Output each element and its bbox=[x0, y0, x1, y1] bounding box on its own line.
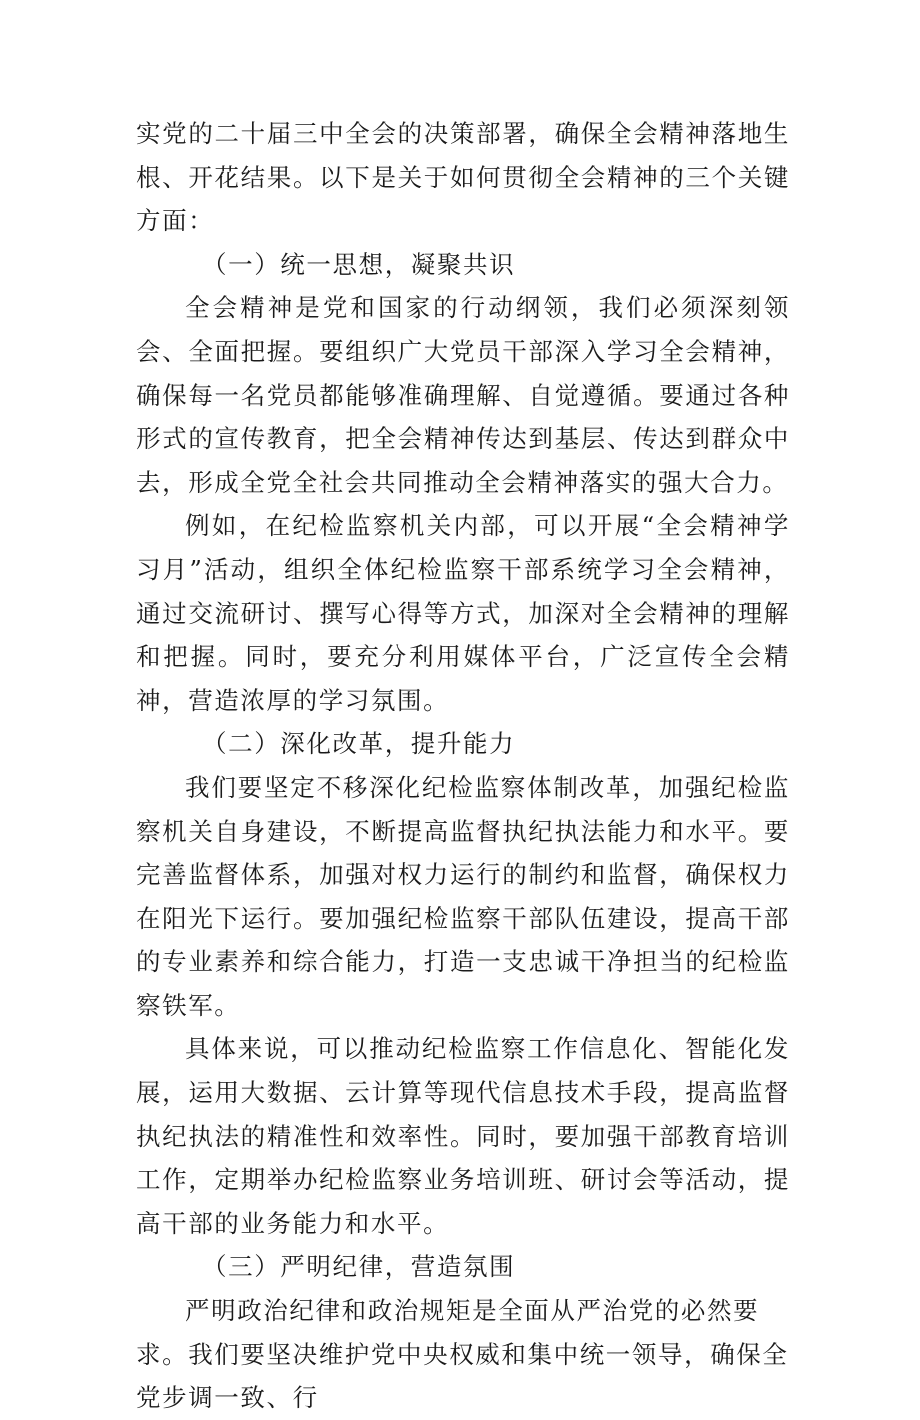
paragraph-intro-continuation: 实党的二十届三中全会的决策部署，确保全会精神落地生根、开花结果。以下是关于如何贯彻全会精神的三个关键方面： bbox=[136, 119, 790, 236]
paragraph-specifics-informatization: 具体来说，可以推动纪检监察工作信息化、智能化发展，运用大数据、云计算等现代信息技术手段，提高监督执纪执法的精准性和效率性。同时，要加强干部教育培训工作，定期举办纪检监察业务培训班、研讨会等活动，提高干部的业务能力和水平。 bbox=[136, 1034, 790, 1238]
section-heading-1: （一）统一思想，凝聚共识 bbox=[202, 249, 516, 279]
section-heading-2: （二）深化改革，提升能力 bbox=[202, 729, 516, 759]
document-body bbox=[136, 112, 790, 1420]
paragraph-strict-discipline: 严明政治纪律和政治规矩是全面从严治党的必然要求。我们要坚决维护党中央权威和集中统一领导，确保全党步调一致、行 bbox=[136, 1296, 789, 1413]
paragraph-unify-thinking: 全会精神是党和国家的行动纲领，我们必须深刻领会、全面把握。要组织广大党员干部深入学习全会精神，确保每一名党员都能够准确理解、自觉遵循。要通过各种形式的宣传教育，把全会精神传达到基层、传达到群众中去，形成全党全社会共同推动全会精神落实的强大合力。 bbox=[136, 293, 790, 497]
paragraph-example-study-month: 例如，在纪检监察机关内部，可以开展“全会精神学习月”活动，组织全体纪检监察干部系统学习全会精神，通过交流研讨、撰写心得等方式，加深对全会精神的理解和把握。同时，要充分利用媒体平台，广泛宣传全会精神，营造浓厚的学习氛围。 bbox=[136, 511, 790, 715]
paragraph-deepen-reform: 我们要坚定不移深化纪检监察体制改革，加强纪检监察机关自身建设，不断提高监督执纪执法能力和水平。要完善监督体系，加强对权力运行的制约和监督，确保权力在阳光下运行。要加强纪检监察干部队伍建设，提高干部的专业素养和综合能力，打造一支忠诚干净担当的纪检监察铁军。 bbox=[136, 772, 790, 1020]
section-heading-3: （三）严明纪律，营造氛围 bbox=[202, 1252, 516, 1282]
